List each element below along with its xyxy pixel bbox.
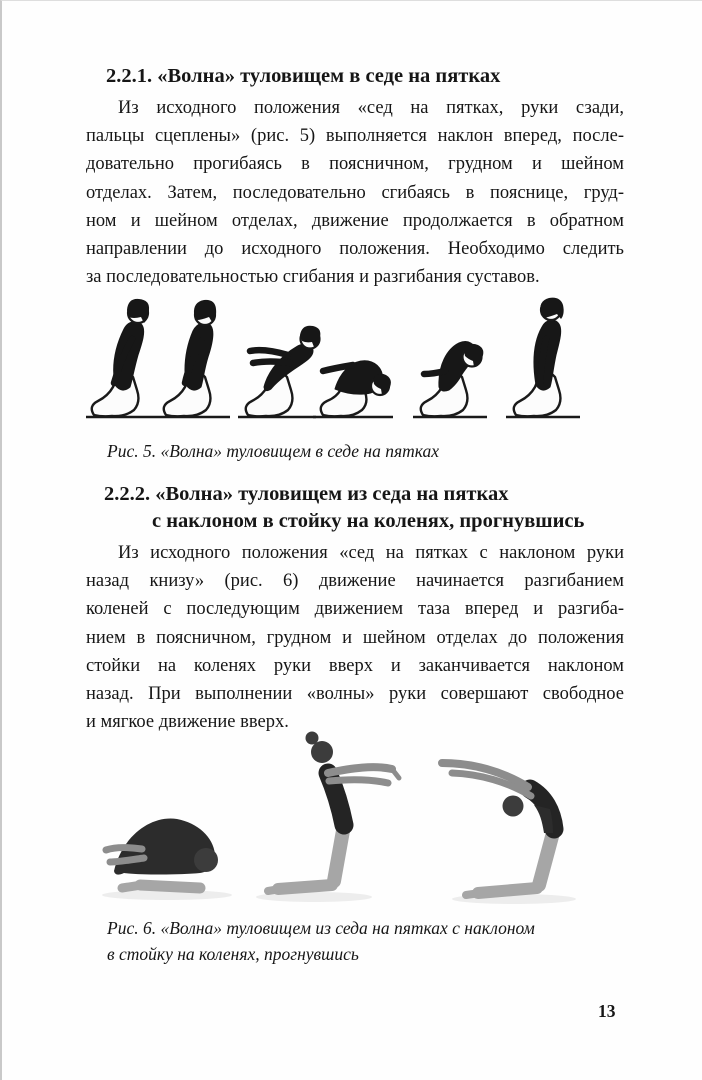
figure-5-line-drawings xyxy=(80,293,632,429)
paragraph-line: и мягкое движение вверх. xyxy=(86,712,289,733)
heading-line: 2.2.2. «Волна» туловищем из седа на пятках xyxy=(104,483,509,505)
paragraph-line: коленей с последующим движением таза вперед и разгиба- xyxy=(86,599,624,620)
paragraph-line: назад книзу» (рис. 6) движение начинается разгибанием xyxy=(86,571,624,592)
paragraph-line: Из исходного положения «сед на пятках, руки сзади, xyxy=(118,98,624,118)
paragraph-line: отделах. Затем, последовательно сгибаясь в пояснице, груд- xyxy=(86,182,624,203)
caption-line: в стойку на коленях, прогнувшись xyxy=(107,944,359,964)
paragraph-line: за последовательностью сгибания и разгибания суставов. xyxy=(86,267,540,288)
fig5-pose-slight-arch xyxy=(158,300,230,417)
fig5-pose-upright xyxy=(86,299,158,417)
section-heading-2-2-2 xyxy=(104,481,624,535)
fig6-photo-curled xyxy=(102,819,232,900)
fig6-photo-arms-forward xyxy=(256,732,399,903)
fig5-pose-curled xyxy=(313,361,393,417)
figure-6-photos xyxy=(82,721,642,911)
section-heading-2-2-1: 2.2.1. «Волна» туловищем в седе на пятках xyxy=(106,65,501,87)
figure-6-caption xyxy=(107,915,607,967)
paragraph-line: довательно прогибаясь в поясничном, грудном и шейном xyxy=(86,154,624,175)
fig5-pose-rising xyxy=(413,342,487,417)
fig5-pose-bent-forward xyxy=(238,326,320,417)
paragraph-line: стойки на коленях руки вверх и заканчивается наклоном xyxy=(86,655,624,676)
section-2-2-1-paragraph xyxy=(86,94,624,291)
paragraph-line: Из исходного положения «сед на пятках с наклоном руки xyxy=(118,543,624,563)
fig5-pose-arched-back xyxy=(506,298,580,417)
section-2-2-2-paragraph xyxy=(86,539,624,736)
paragraph-line: направлении до исходного положения. Необходимо следить xyxy=(86,239,624,260)
caption-line: Рис. 6. «Волна» туловищем из седа на пятках с наклоном xyxy=(107,918,535,938)
paragraph-line: пальцы сцеплены» (рис. 5) выполняется наклон вперед, после- xyxy=(86,126,624,147)
heading-line: с наклоном в стойку на коленях, прогнувшись xyxy=(152,510,585,532)
paragraph-line: нием в поясничном, грудном и шейном отделах до положения xyxy=(86,627,624,648)
paragraph-line: назад. При выполнении «волны» руки совершают свободное xyxy=(86,684,624,705)
page-number: 13 xyxy=(598,1001,616,1021)
figure-5-caption: Рис. 5. «Волна» туловищем в седе на пятках xyxy=(107,441,440,461)
paragraph-line: ном и шейном отделах, движение продолжается в обратном xyxy=(86,210,624,231)
fig6-photo-backbend xyxy=(442,763,576,904)
